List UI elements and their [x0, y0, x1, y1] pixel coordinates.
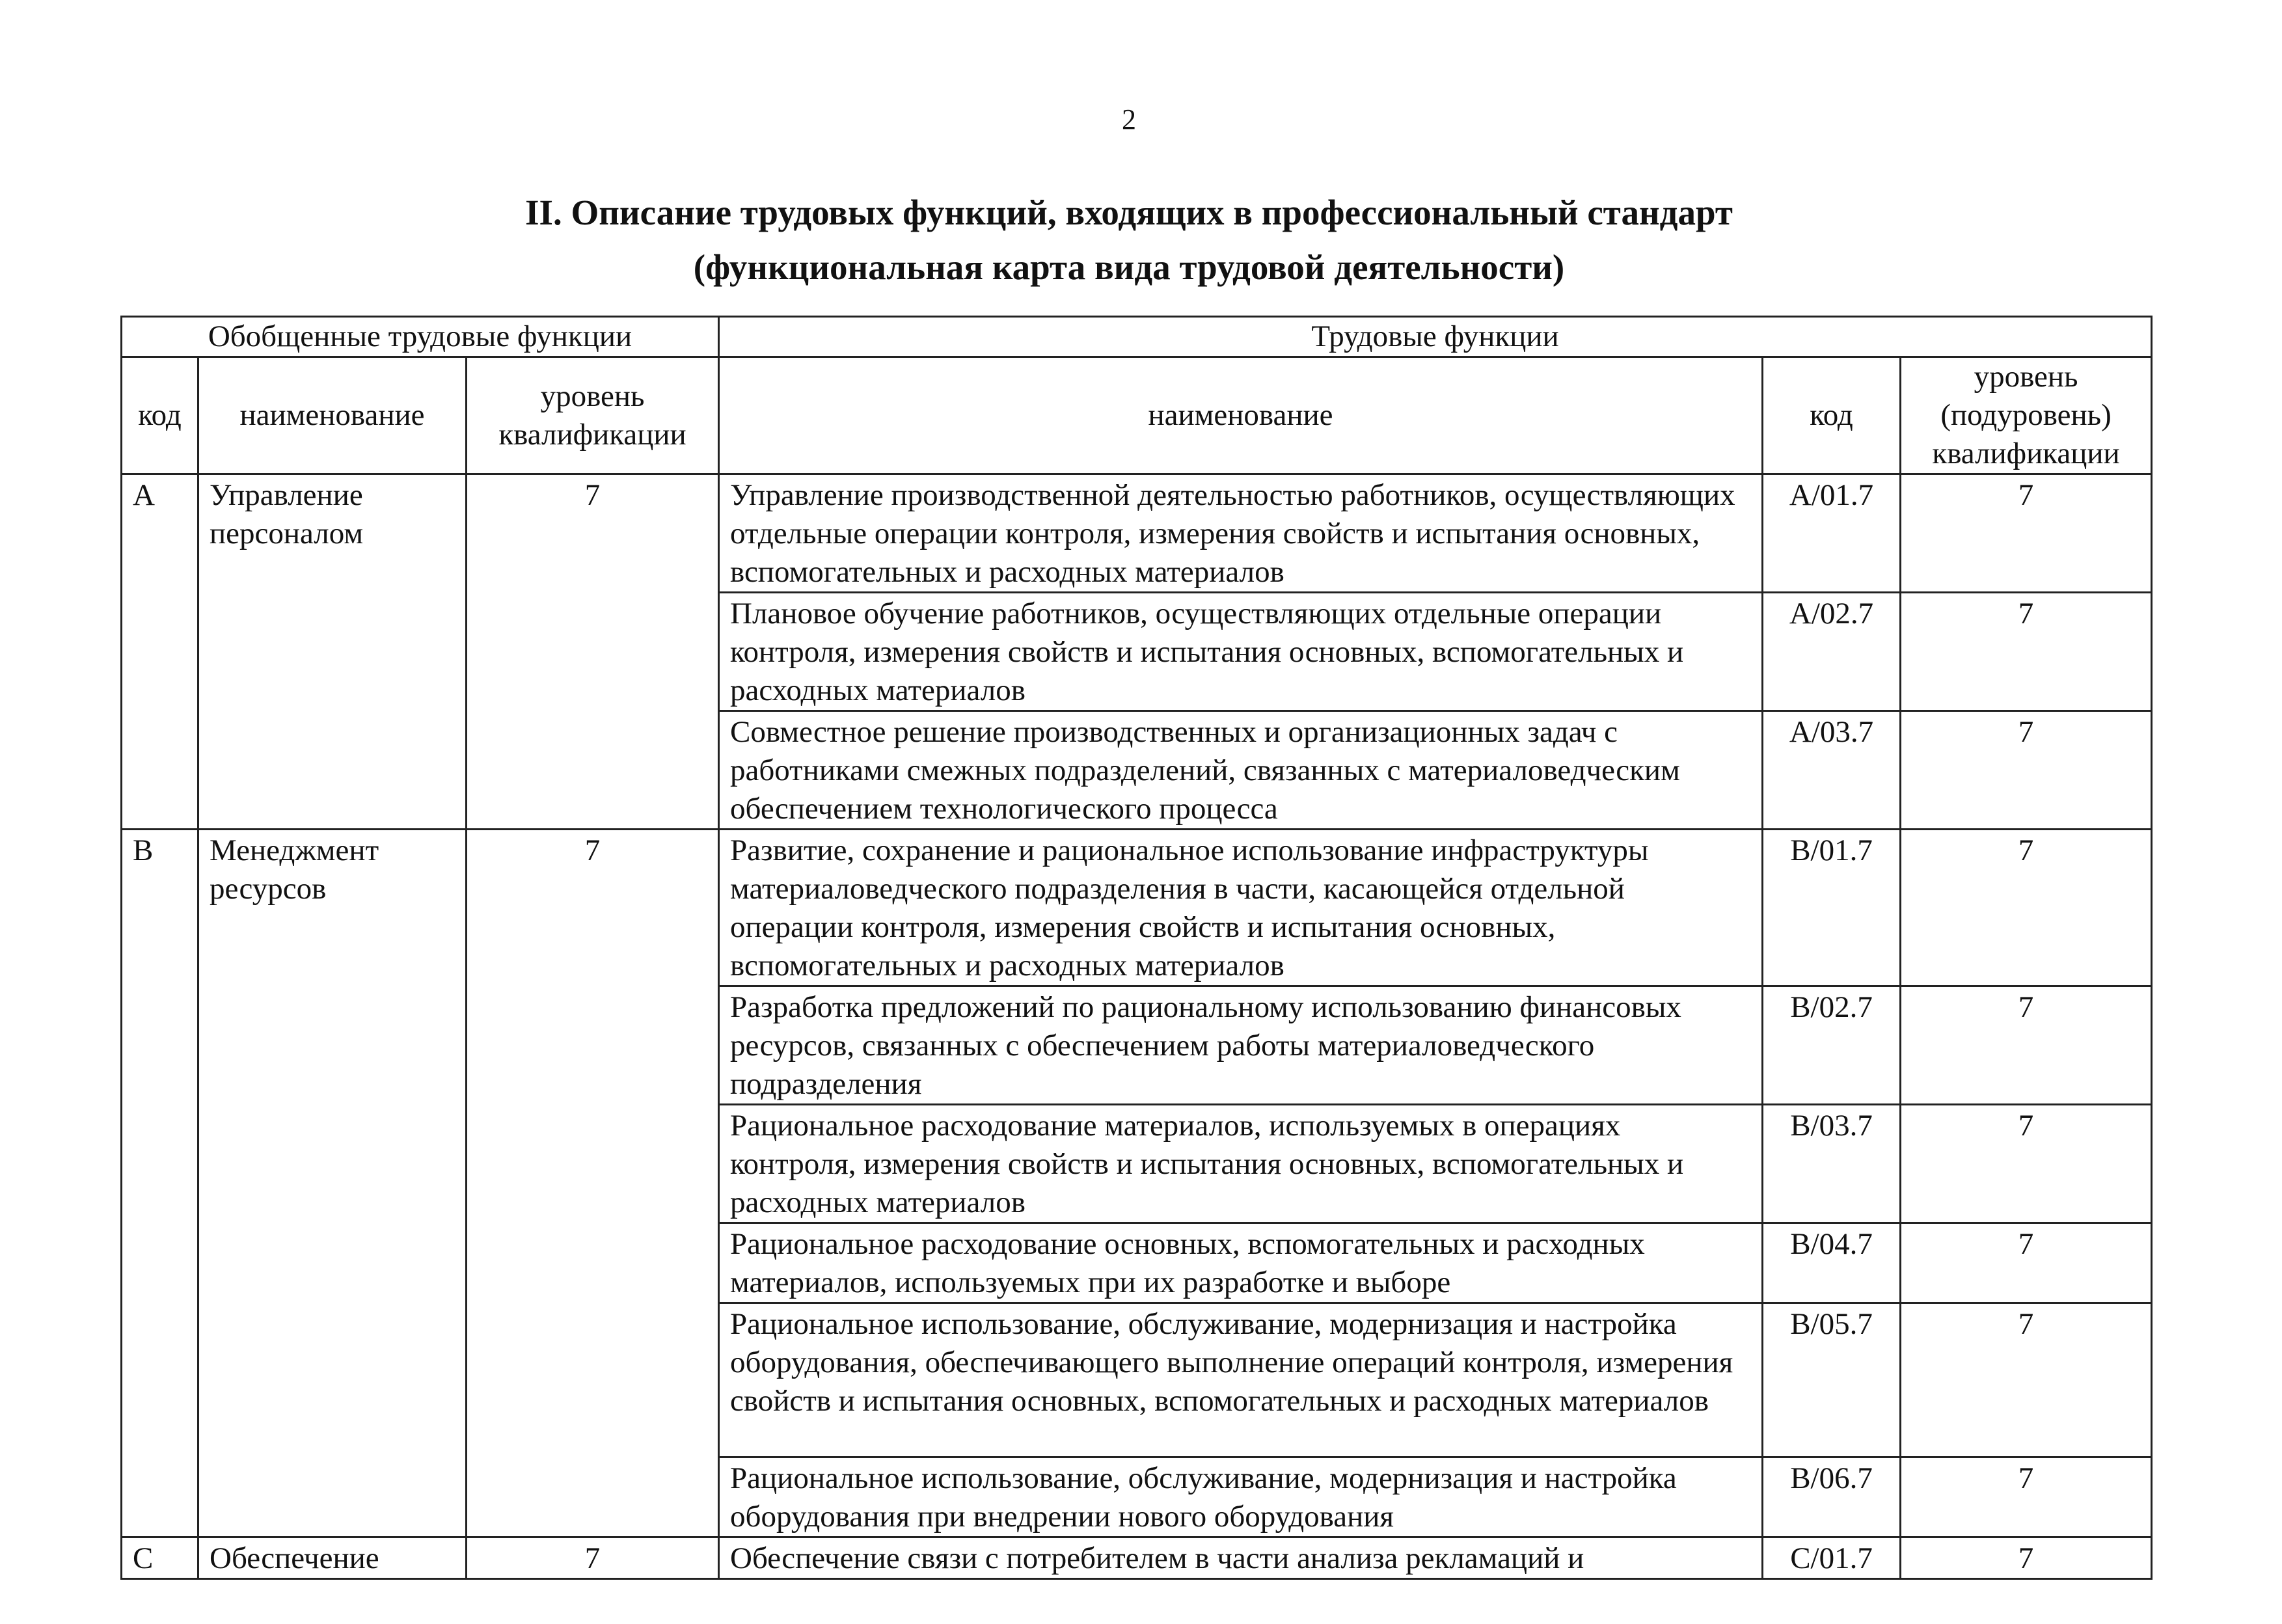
tf-level-cell: 7 — [1901, 1457, 2152, 1537]
tf-name-cell: Плановое обучение работников, осуществляющих отдельные операции контроля, измерения свойств и испытания основных, вспомогательных и расходных материалов — [719, 593, 1763, 711]
header-gtf-code: код — [122, 357, 198, 474]
table-row — [122, 474, 2152, 593]
tf-name-cell: Рациональное использование, обслуживание, модернизация и настройка оборудования, обеспечивающего выполнение операций контроля, измерения свойств и испытания основных, вспомогательных и расходных материалов — [719, 1303, 1763, 1457]
tf-code-cell: A/02.7 — [1763, 593, 1901, 711]
tf-level-cell: 7 — [1901, 1105, 2152, 1223]
gtf-code-cell: B — [122, 830, 198, 1537]
tf-code-cell: B/01.7 — [1763, 830, 1901, 986]
tf-level-cell: 7 — [1901, 986, 2152, 1105]
gtf-code-cell: C — [122, 1537, 198, 1579]
header-tf-level: уровень (подуровень) квалификации — [1901, 357, 2152, 474]
gtf-name-cell: Обеспечение — [198, 1537, 467, 1579]
tf-name-cell: Рациональное использование, обслуживание, модернизация и настройка оборудования при внедрении нового оборудования — [719, 1457, 1763, 1537]
tf-name-cell: Развитие, сохранение и рациональное использование инфраструктуры материаловедческого подразделения в части, касающейся отдельной операции контроля, измерения свойств и испытания основных, вспомогательных и расходных материалов — [719, 830, 1763, 986]
tf-level-cell: 7 — [1901, 711, 2152, 830]
header-tf-code: код — [1763, 357, 1901, 474]
header-tf-name: наименование — [719, 357, 1763, 474]
section-title — [0, 185, 2258, 295]
functional-map-table-wrapper — [120, 316, 2153, 1580]
page-number: 2 — [1122, 103, 1136, 135]
header-generalized-functions: Обобщенные трудовые функции — [122, 317, 719, 357]
tf-level-cell: 7 — [1901, 593, 2152, 711]
functional-map-table — [120, 316, 2153, 1580]
gtf-code-cell: A — [122, 474, 198, 830]
tf-level-cell: 7 — [1901, 830, 2152, 986]
tf-code-cell: A/03.7 — [1763, 711, 1901, 830]
gtf-level-cell: 7 — [467, 830, 719, 1537]
header-labor-functions: Трудовые функции — [719, 317, 2152, 357]
tf-name-cell: Совместное решение производственных и организационных задач с работниками смежных подразделений, связанных с материаловедческим обеспечением технологического процесса — [719, 711, 1763, 830]
tf-code-cell: A/01.7 — [1763, 474, 1901, 593]
tf-code-cell: B/02.7 — [1763, 986, 1901, 1105]
gtf-level-cell: 7 — [467, 1537, 719, 1579]
tf-code-cell: B/05.7 — [1763, 1303, 1901, 1457]
header-gtf-level: уровень квалификации — [467, 357, 719, 474]
tf-level-cell: 7 — [1901, 1303, 2152, 1457]
tf-name-cell: Обеспечение связи с потребителем в части анализа рекламаций и — [719, 1537, 1763, 1579]
tf-name-cell: Управление производственной деятельностью работников, осуществляющих отдельные операции контроля, измерения свойств и испытания основных, вспомогательных и расходных материалов — [719, 474, 1763, 593]
section-title-line-2: (функциональная карта вида трудовой деятельности) — [693, 247, 1565, 287]
gtf-name-cell: Менеджмент ресурсов — [198, 830, 467, 1537]
tf-level-cell: 7 — [1901, 1223, 2152, 1303]
column-header-row — [122, 357, 2152, 474]
group-header-row — [122, 317, 2152, 357]
tf-code-cell: B/04.7 — [1763, 1223, 1901, 1303]
header-gtf-name: наименование — [198, 357, 467, 474]
tf-code-cell: B/03.7 — [1763, 1105, 1901, 1223]
gtf-name-cell: Управление персоналом — [198, 474, 467, 830]
tf-code-cell: C/01.7 — [1763, 1537, 1901, 1579]
table-row — [122, 1537, 2152, 1579]
tf-name-cell: Рациональное расходование основных, вспомогательных и расходных материалов, используемых при их разработке и выборе — [719, 1223, 1763, 1303]
gtf-level-cell: 7 — [467, 474, 719, 830]
tf-level-cell: 7 — [1901, 474, 2152, 593]
section-title-line-1: II. Описание трудовых функций, входящих в профессиональный стандарт — [525, 193, 1733, 232]
tf-code-cell: B/06.7 — [1763, 1457, 1901, 1537]
table-row — [122, 830, 2152, 986]
tf-name-cell: Рациональное расходование материалов, используемых в операциях контроля, измерения свойств и испытания основных, вспомогательных и расходных материалов — [719, 1105, 1763, 1223]
tf-name-cell: Разработка предложений по рациональному использованию финансовых ресурсов, связанных с обеспечением работы материаловедческого подразделения — [719, 986, 1763, 1105]
tf-level-cell: 7 — [1901, 1537, 2152, 1579]
